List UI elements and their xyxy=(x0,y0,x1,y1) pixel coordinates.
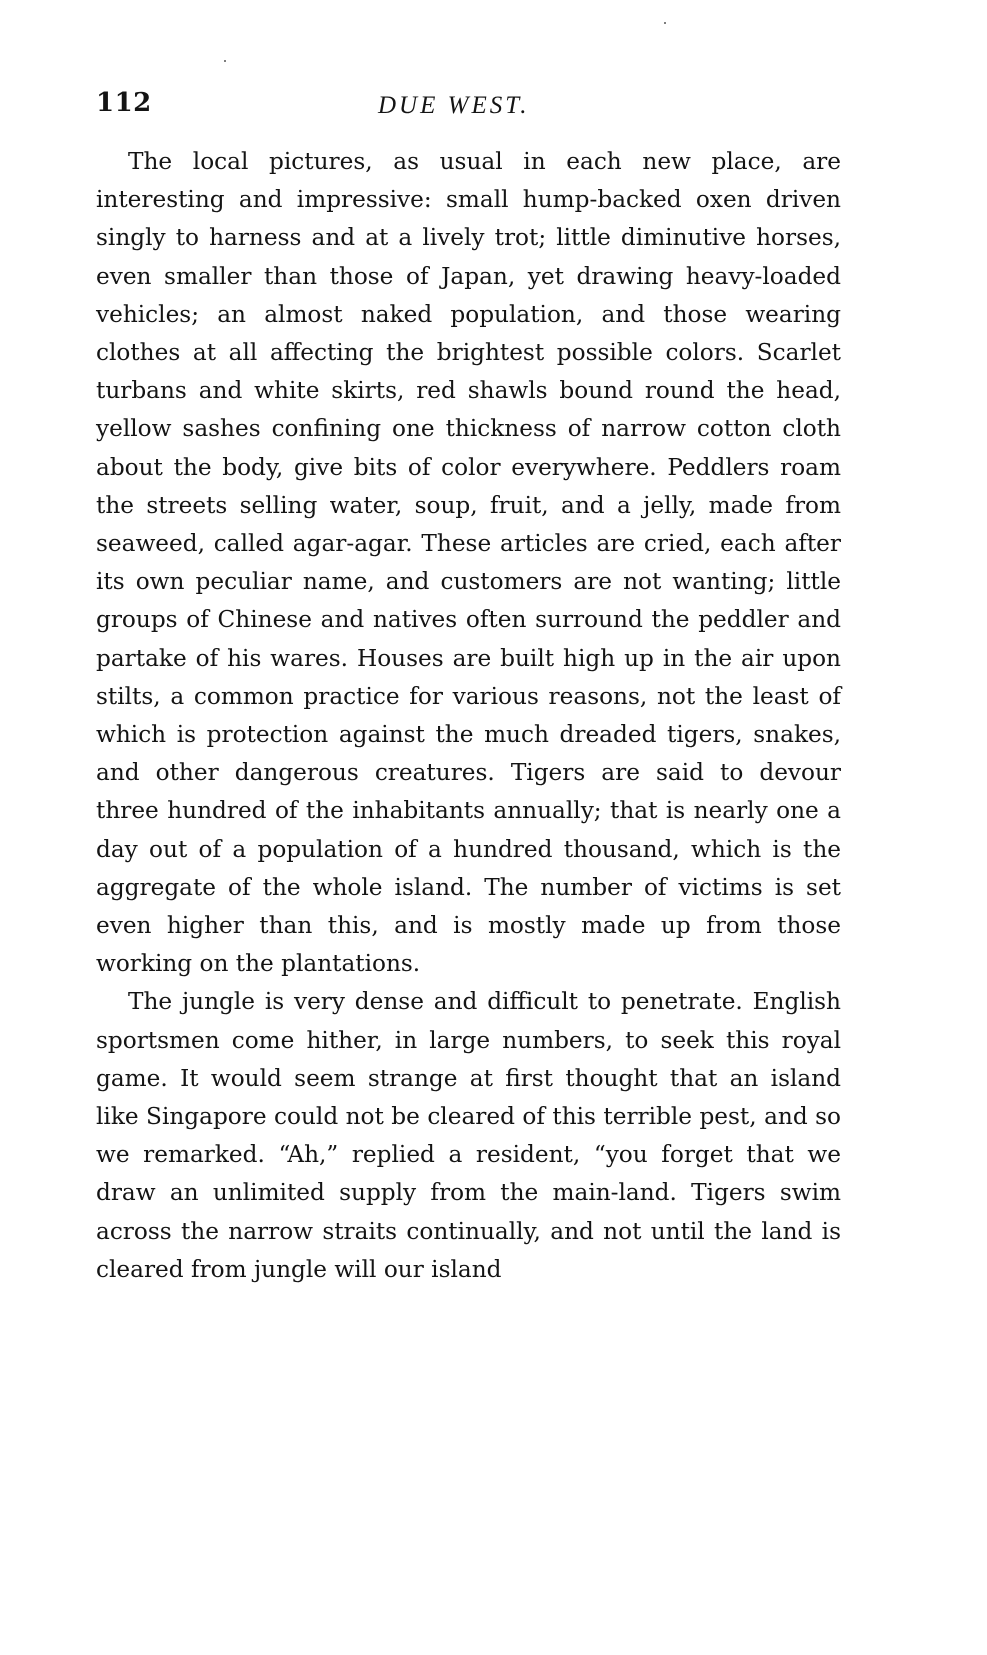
page-number: 112 xyxy=(96,88,152,118)
paper-speck xyxy=(224,60,226,62)
paragraph-1: The local pictures, as usual in each new place, are interesting and impressive: small hump-backed oxen driven singly to harness and at a lively trot; little diminutive horses, even smaller than those of Japan, yet drawing heavy-loaded vehicles; an almost naked population, and those wearing clothes at all affecting the brightest possible colors. Scarlet turbans and white skirts, red shawls bound round the head, yellow sashes confining one thickness of narrow cotton cloth about the body, give bits of color everywhere. Peddlers roam the streets selling water, soup, fruit, and a jelly, made from seaweed, called agar-agar. These articles are cried, each after its own peculiar name, and customers are not wanting; little groups of Chinese and natives often surround the peddler and partake of his wares. Houses are built high up in the air upon stilts, a common practice for various reasons, not the least of which is protection against the much dreaded tigers, snakes, and other dangerous creatures. Tigers are said to devour three hundred of the inhabitants annually; that is nearly one a day out of a population of a hundred thousand, which is the aggregate of the whole island. The number of victims is set even higher than this, and is mostly made up from those working on the plantations. xyxy=(96,148,841,978)
body-text xyxy=(96,143,841,1289)
paper-speck xyxy=(664,22,666,24)
running-head: DUE WEST. xyxy=(378,92,530,119)
paragraph-2: The jungle is very dense and difficult to penetrate. English sportsmen come hither, in large numbers, to seek this royal game. It would seem strange at first thought that an island like Singapore could not be cleared of this terrible pest, and so we remarked. “Ah,” replied a resident, “you forget that we draw an unlimited supply from the main-land. Tigers swim across the narrow straits continually, and not until the land is cleared from jungle will our island xyxy=(96,988,841,1283)
page-header xyxy=(96,88,841,128)
